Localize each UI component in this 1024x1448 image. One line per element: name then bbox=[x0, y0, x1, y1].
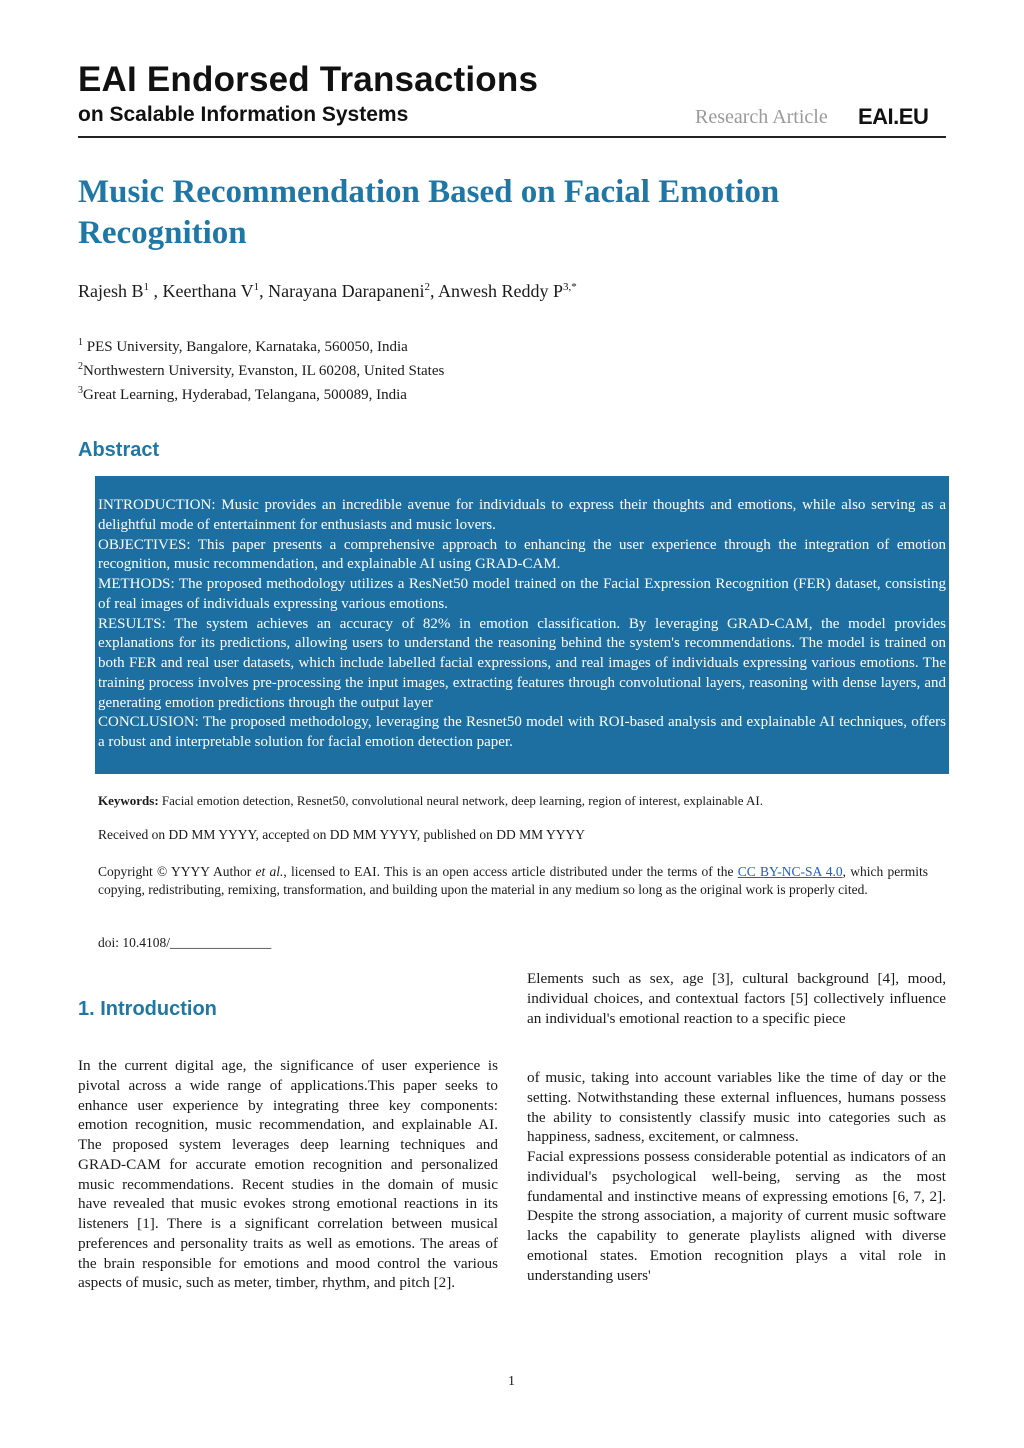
section-heading-introduction: 1. Introduction bbox=[78, 998, 217, 1020]
abstract-heading: Abstract bbox=[78, 439, 160, 461]
author-affiliation-mark: 1 bbox=[253, 281, 260, 293]
journal-subtitle: on Scalable Information Systems bbox=[78, 103, 409, 126]
author-name: Keerthana V bbox=[162, 281, 254, 301]
copyright-prefix: Copyright © YYYY Author bbox=[98, 864, 256, 879]
body-column-right bbox=[527, 1068, 946, 1285]
author-separator: , bbox=[259, 281, 269, 301]
author-separator: , bbox=[149, 281, 163, 301]
abstract-results: RESULTS: The system achieves an accuracy of 82% in emotion classification. By leveraging GRAD-CAM, the model provides explanations for its predictions, allowing users to understand the reasoning behind the system's recommendations. The model is trained on both FER and real user datasets, which include labelled facial expressions, and real images of individuals expressing various emotions. The training process involves pre-processing the input images, extracting features through convolutional layers, reasoning with dense layers, and generating emotion predictions through the output layer bbox=[98, 615, 946, 711]
abstract-methods: METHODS: The proposed methodology utilizes a ResNet50 model trained on the Facial Expression Recognition (FER) dataset, consisting of real images of individuals expressing various emotions. bbox=[98, 576, 946, 612]
affiliation-list bbox=[78, 333, 444, 405]
affiliation-text: PES University, Bangalore, Karnataka, 560050, India bbox=[83, 339, 408, 355]
affiliation-text: Great Learning, Hyderabad, Telangana, 500089, India bbox=[83, 387, 407, 403]
keywords-label: Keywords: bbox=[98, 793, 159, 808]
copyright-notice bbox=[98, 863, 928, 899]
page-number: 1 bbox=[508, 1374, 515, 1389]
author-name: Narayana Darapaneni bbox=[268, 281, 425, 301]
abstract-introduction: INTRODUCTION: Music provides an incredible avenue for individuals to express their thoughts and emotions, while also serving as a delightful mode of entertainment for enthusiasts and music lovers. bbox=[98, 497, 946, 533]
author-name: Anwesh Reddy P bbox=[438, 281, 564, 301]
doi: doi: 10.4108/_______________ bbox=[98, 935, 272, 950]
author-name: Rajesh B bbox=[78, 281, 144, 301]
affiliation-mark: 3 bbox=[78, 385, 83, 396]
body-paragraph-left: In the current digital age, the significance of user experience is pivotal across a wide range of applications.This paper seeks to enhance user experience by integrating three key components: emotion recognition, music recommendation, and explainable AI. The proposed system leverages deep learning techniques and GRAD-CAM for accurate emotion recognition and personalized music recommendations. Recent studies in the domain of music have revealed that music evokes strong emotional reactions in its listeners [1]. There is a significant correlation between musical preferences and personality traits as well as emotions. The areas of the brain responsible for emotions and mood control the various aspects of music, such as meter, timber, rhythm, and pitch [2]. bbox=[78, 1057, 498, 1292]
copyright-suffix: , which permits copying, redistributing, remixing, transformation, and building upon the material in any medium so long as the original work is properly cited. bbox=[98, 864, 928, 897]
author-list bbox=[78, 281, 577, 302]
abstract-box bbox=[95, 476, 949, 774]
keywords bbox=[98, 793, 948, 809]
eai-logo[interactable]: EAI.EU bbox=[858, 104, 929, 129]
abstract-conclusion: CONCLUSION: The proposed methodology, leveraging the Resnet50 model with ROI-based analysis and explainable AI techniques, offers a robust and interpretable solution for facial emotion detection paper. bbox=[98, 714, 946, 750]
affiliation-text: Northwestern University, Evanston, IL 60208, United States bbox=[83, 363, 445, 379]
header-divider bbox=[78, 136, 946, 138]
author-affiliation-mark: 2 bbox=[424, 281, 431, 293]
affiliation-mark: 1 bbox=[78, 337, 83, 348]
abstract-objectives: OBJECTIVES: This paper presents a comprehensive approach to enhancing the user experience through the integration of emotion recognition, music recommendation, and explainable AI using GRAD-CAM. bbox=[98, 536, 946, 573]
affiliation-mark: 2 bbox=[78, 361, 83, 372]
author-affiliation-mark: 3,* bbox=[563, 281, 577, 293]
received-dates: Received on DD MM YYYY, accepted on DD MM YYYY, published on DD MM YYYY bbox=[98, 827, 585, 842]
keywords-text: Facial emotion detection, Resnet50, convolutional neural network, deep learning, region of interest, explainable AI. bbox=[158, 793, 763, 808]
article-type-label: Research Article bbox=[695, 106, 828, 128]
license-link[interactable]: CC BY-NC-SA 4.0 bbox=[737, 864, 843, 879]
affiliation-item bbox=[78, 357, 444, 381]
affiliation-item bbox=[78, 333, 444, 357]
body-paragraph-right-2: of music, taking into account variables like the time of day or the setting. Notwithstanding these external influences, humans possess the ability to consistently classify music into categories such as happiness, sadness, excitement, or calmness. bbox=[527, 1069, 946, 1146]
paper-title: Music Recommendation Based on Facial Emotion Recognition bbox=[78, 174, 780, 251]
body-paragraph-right-3: Facial expressions possess considerable potential as indicators of an individual's psychological well-being, serving as the most fundamental and instinctive means of expressing emotions [6, 7, 2]. Despite the strong association, a majority of current music software lacks the capability to generate playlists aligned with diverse emotional states. Emotion recognition plays a vital role in understanding users' bbox=[527, 1148, 946, 1284]
affiliation-item bbox=[78, 381, 444, 405]
author-affiliation-mark: 1 bbox=[143, 281, 149, 293]
copyright-mid: , licensed to EAI. This is an open access article distributed under the terms of the bbox=[283, 864, 738, 879]
author-separator: , bbox=[430, 281, 439, 301]
journal-title: EAI Endorsed Transactions bbox=[78, 60, 539, 99]
copyright-etal: et al. bbox=[255, 864, 284, 879]
body-paragraph-right-1: Elements such as sex, age [3], cultural background [4], mood, individual choices, and contextual factors [5] collectively influence an individual's emotional reaction to a specific piece bbox=[527, 970, 946, 1027]
